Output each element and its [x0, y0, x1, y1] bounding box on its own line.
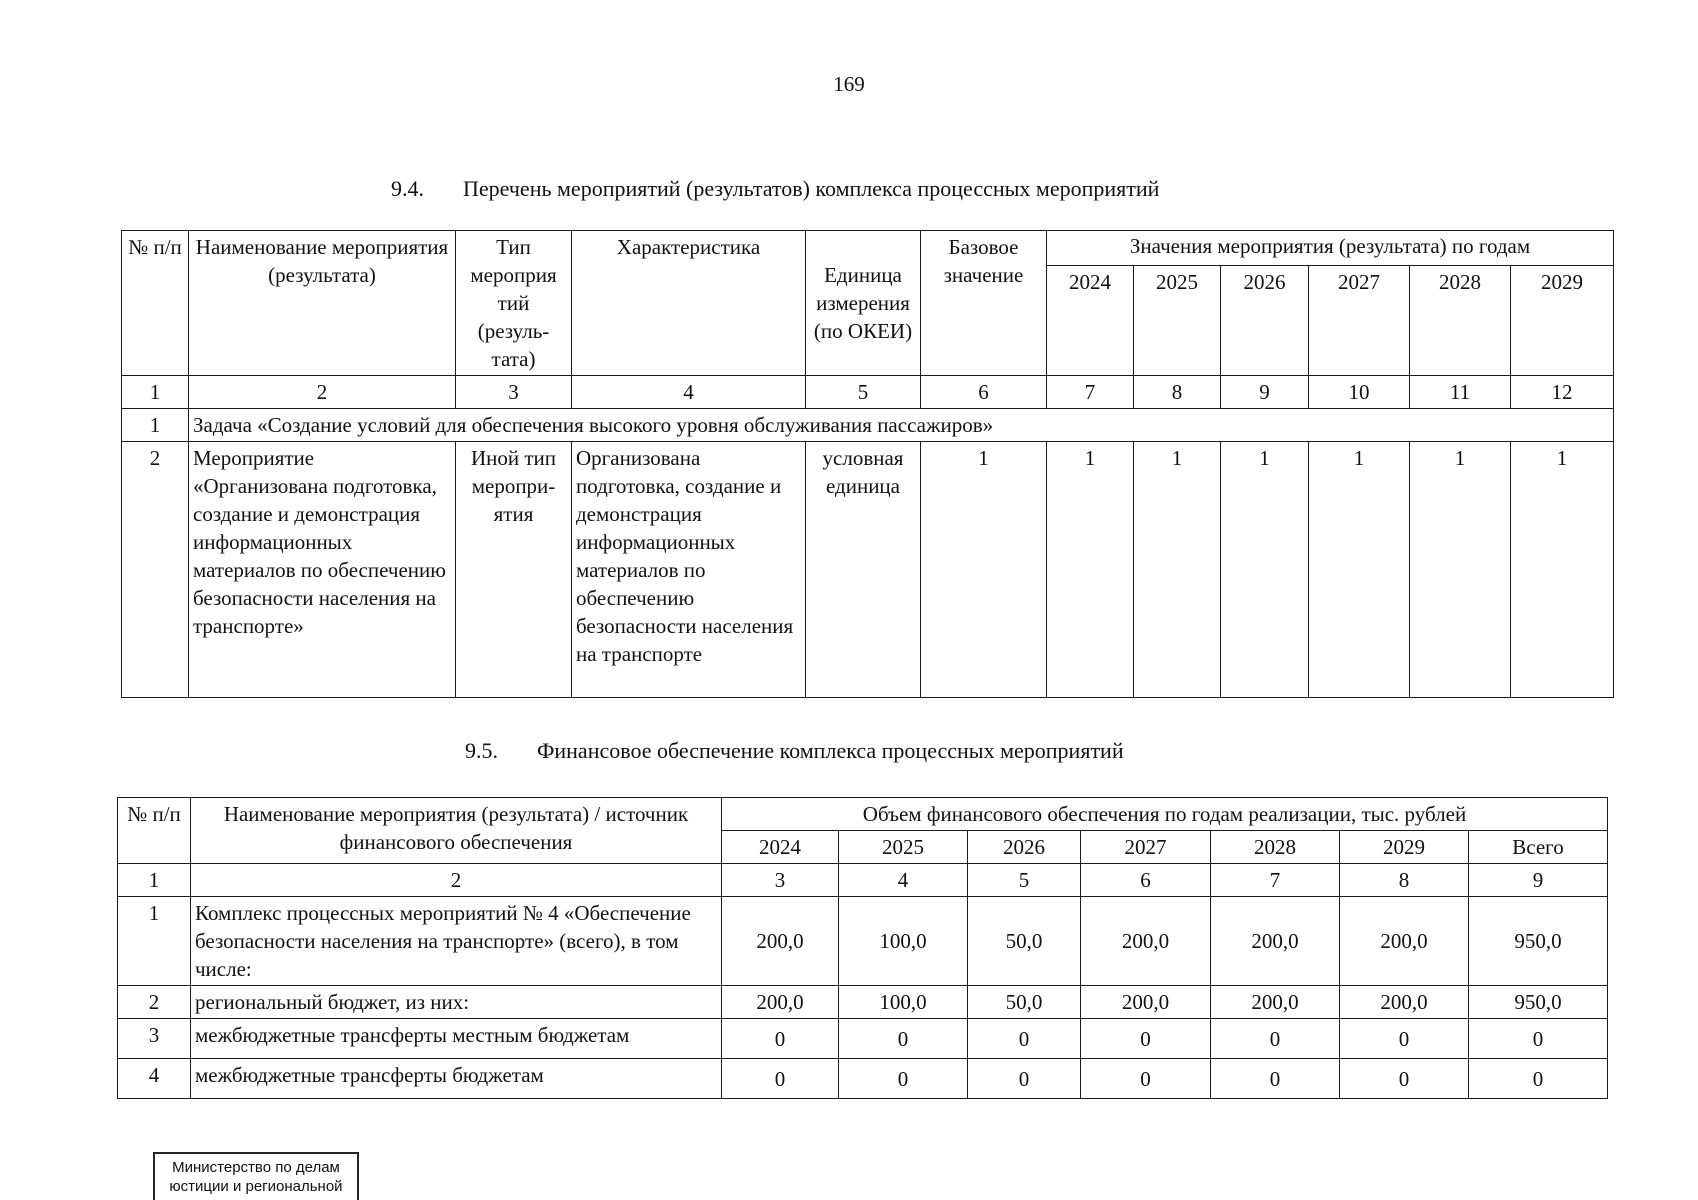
event-value: 1: [1047, 442, 1134, 698]
fin-header-year: 2028: [1211, 831, 1340, 864]
fin-header-volume-group: Объем финансового обеспечения по годам реализации, тыс. рублей: [722, 798, 1608, 831]
fin-value: 0: [839, 1019, 968, 1059]
section-title-9-4: [391, 176, 1159, 202]
fin-value: 0: [722, 1019, 839, 1059]
stamp-line: юстиции и региональной: [169, 1178, 343, 1195]
fin-total: 950,0: [1469, 986, 1608, 1019]
event-base: 1: [921, 442, 1047, 698]
fin-header-year: 2027: [1081, 831, 1211, 864]
fin-row-num: 1: [118, 897, 191, 986]
header-year: 2026: [1221, 266, 1309, 376]
fin-value: 0: [1081, 1059, 1211, 1099]
financing-table: [117, 797, 1608, 1099]
fin-header-total: Всего: [1469, 831, 1608, 864]
fin-header-num: № п/п: [118, 798, 191, 864]
header-unit: Единица измерения (по ОКЕИ): [806, 231, 921, 376]
header-year: 2027: [1309, 266, 1410, 376]
page-number: 169: [833, 72, 865, 96]
fin-value: 100,0: [839, 986, 968, 1019]
task-text: Задача «Создание условий для обеспечения высокого уровня обслуживания пассажиров»: [189, 409, 1614, 442]
col-number: 9: [1221, 376, 1309, 409]
fin-value: 0: [722, 1059, 839, 1099]
event-value: 1: [1221, 442, 1309, 698]
fin-col-number: 9: [1469, 864, 1608, 897]
col-number: 5: [806, 376, 921, 409]
header-type: Тип мероприя тий (резуль-тата): [456, 231, 572, 376]
event-type: Иной тип меропри-ятия: [456, 442, 572, 698]
header-years-group: Значения мероприятия (результата) по годам: [1047, 231, 1614, 266]
event-name: Мероприятие «Организована подготовка, создание и демонстрация информационных материалов по обеспечению безопасности населения на транспорте»: [189, 442, 456, 698]
col-number: 1: [122, 376, 189, 409]
header-year: 2025: [1134, 266, 1221, 376]
fin-value: 50,0: [968, 897, 1081, 986]
event-unit: условная единица: [806, 442, 921, 698]
fin-col-number: 8: [1340, 864, 1469, 897]
fin-total: 950,0: [1469, 897, 1608, 986]
col-number: 11: [1410, 376, 1511, 409]
ministry-stamp: [153, 1152, 359, 1200]
event-value: 1: [1511, 442, 1614, 698]
fin-col-number: 6: [1081, 864, 1211, 897]
task-num: 1: [122, 409, 189, 442]
fin-value: 0: [1340, 1059, 1469, 1099]
fin-value: 0: [1211, 1059, 1340, 1099]
section-heading: Перечень мероприятий (результатов) комплекса процессных мероприятий: [463, 176, 1160, 201]
event-value: 1: [1134, 442, 1221, 698]
fin-value: 100,0: [839, 897, 968, 986]
fin-row-name: межбюджетные трансферты местным бюджетам: [191, 1019, 722, 1059]
col-number: 10: [1309, 376, 1410, 409]
fin-header-year: 2024: [722, 831, 839, 864]
col-number: 7: [1047, 376, 1134, 409]
stamp-line: Министерство по делам: [172, 1159, 340, 1176]
fin-total: 0: [1469, 1059, 1608, 1099]
header-num: № п/п: [122, 231, 189, 376]
event-characteristic: Организована подготовка, создание и демонстрация информационных материалов по обеспечению безопасности населения на транспорте: [572, 442, 806, 698]
col-number: 3: [456, 376, 572, 409]
fin-col-number: 2: [191, 864, 722, 897]
events-table: [121, 230, 1614, 698]
fin-header-name: Наименование мероприятия (результата) / источник финансового обеспечения: [191, 798, 722, 864]
fin-value: 0: [1211, 1019, 1340, 1059]
fin-row-name: Комплекс процессных мероприятий № 4 «Обеспечение безопасности населения на транспорте» (всего), в том числе:: [191, 897, 722, 986]
header-year: 2029: [1511, 266, 1614, 376]
fin-value: 200,0: [1211, 986, 1340, 1019]
fin-value: 200,0: [1081, 897, 1211, 986]
event-num: 2: [122, 442, 189, 698]
col-number: 4: [572, 376, 806, 409]
fin-value: 0: [1340, 1019, 1469, 1059]
fin-row-num: 2: [118, 986, 191, 1019]
fin-row-name: межбюджетные трансферты бюджетам: [191, 1059, 722, 1099]
fin-row-num: 4: [118, 1059, 191, 1099]
fin-col-number: 1: [118, 864, 191, 897]
header-base: Базовое значение: [921, 231, 1047, 376]
fin-header-year: 2026: [968, 831, 1081, 864]
fin-total: 0: [1469, 1019, 1608, 1059]
fin-value: 0: [839, 1059, 968, 1099]
header-characteristic: Характеристика: [572, 231, 806, 376]
fin-value: 200,0: [722, 897, 839, 986]
fin-row-num: 3: [118, 1019, 191, 1059]
fin-col-number: 5: [968, 864, 1081, 897]
header-name: Наименование мероприятия (результата): [189, 231, 456, 376]
fin-value: 200,0: [1211, 897, 1340, 986]
fin-value: 0: [968, 1019, 1081, 1059]
section-title-9-5: [465, 738, 1124, 764]
col-number: 12: [1511, 376, 1614, 409]
header-year: 2024: [1047, 266, 1134, 376]
fin-value: 200,0: [1340, 897, 1469, 986]
fin-col-number: 7: [1211, 864, 1340, 897]
col-number: 6: [921, 376, 1047, 409]
header-year: 2028: [1410, 266, 1511, 376]
fin-value: 0: [1081, 1019, 1211, 1059]
fin-value: 50,0: [968, 986, 1081, 1019]
fin-row-name: региональный бюджет, из них:: [191, 986, 722, 1019]
fin-value: 0: [968, 1059, 1081, 1099]
fin-header-year: 2029: [1340, 831, 1469, 864]
col-number: 8: [1134, 376, 1221, 409]
fin-col-number: 3: [722, 864, 839, 897]
fin-value: 200,0: [1340, 986, 1469, 1019]
fin-value: 200,0: [1081, 986, 1211, 1019]
fin-col-number: 4: [839, 864, 968, 897]
fin-header-year: 2025: [839, 831, 968, 864]
col-number: 2: [189, 376, 456, 409]
section-number: 9.4.: [391, 176, 424, 201]
fin-value: 200,0: [722, 986, 839, 1019]
event-value: 1: [1309, 442, 1410, 698]
event-value: 1: [1410, 442, 1511, 698]
section-heading: Финансовое обеспечение комплекса процессных мероприятий: [537, 738, 1124, 763]
section-number: 9.5.: [465, 738, 498, 763]
